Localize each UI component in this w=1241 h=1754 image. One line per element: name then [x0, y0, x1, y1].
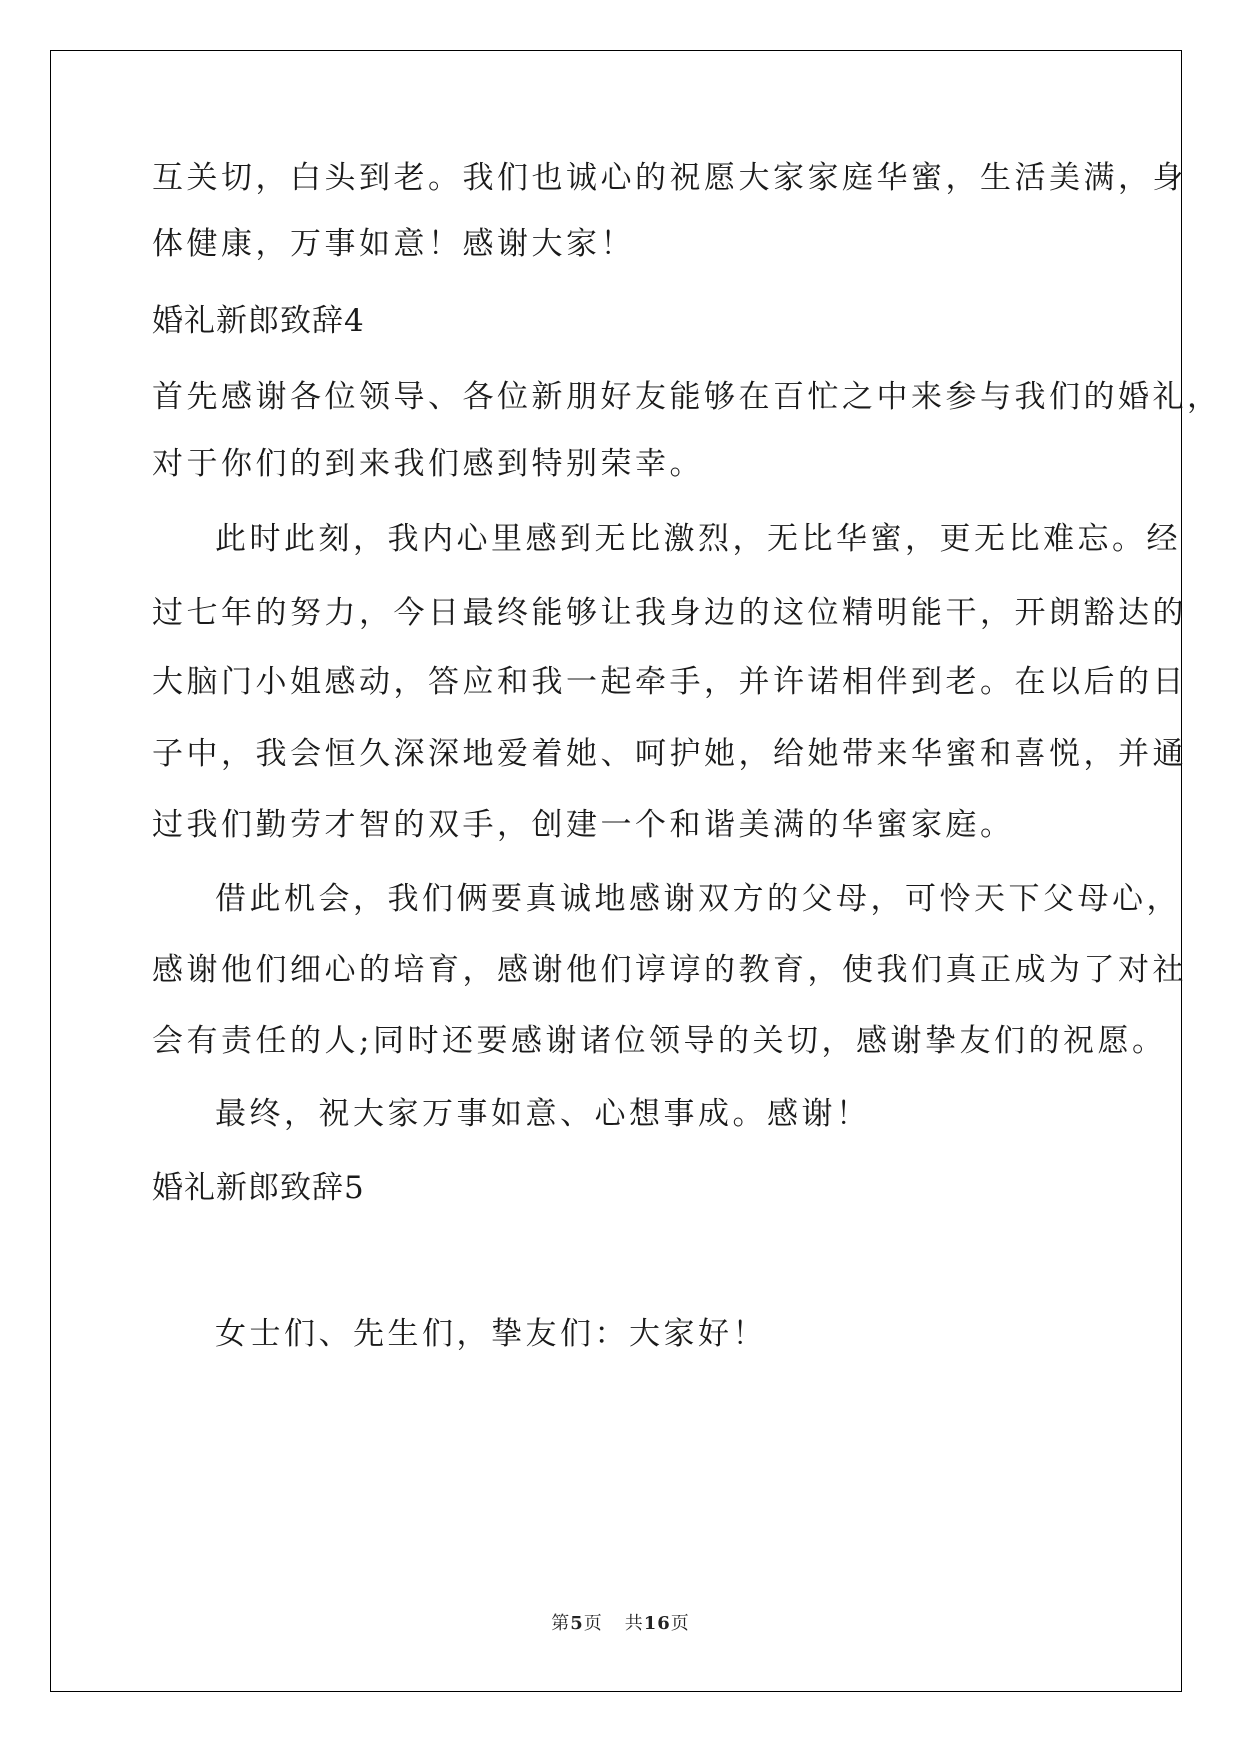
footer-total-suffix: 页: [670, 1613, 690, 1634]
body-line: 大脑门小姐感动，答应和我一起牵手，并许诺相伴到老。在以后的日: [152, 664, 1187, 700]
body-line: 此时此刻，我内心里感到无比激烈，无比华蜜，更无比难忘。经: [215, 521, 1181, 557]
body-line: 感谢他们细心的培育，感谢他们谆谆的教育，使我们真正成为了对社: [152, 952, 1187, 988]
footer-page-suffix: 页: [583, 1613, 603, 1634]
body-line: 首先感谢各位领导、各位新朋好友能够在百忙之中来参与我们的婚礼，: [152, 379, 1222, 415]
section-heading: 婚礼新郎致辞4: [152, 303, 365, 339]
body-line: 最终，祝大家万事如意、心想事成。感谢！: [215, 1096, 871, 1132]
body-line: 女士们、先生们，挚友们：大家好！: [215, 1316, 767, 1352]
body-line: 对于你们的到来我们感到特别荣幸。: [152, 446, 704, 482]
body-line: 体健康，万事如意！感谢大家！: [152, 226, 635, 262]
body-line: 借此机会，我们俩要真诚地感谢双方的父母，可怜天下父母心，: [215, 881, 1181, 917]
body-line: 子中，我会恒久深深地爱着她、呵护她，给她带来华蜜和喜悦，并通: [152, 736, 1187, 772]
body-line: 互关切，白头到老。我们也诚心的祝愿大家家庭华蜜，生活美满，身: [152, 160, 1187, 196]
page-border: [50, 50, 1182, 1692]
body-line: 过七年的努力，今日最终能够让我身边的这位精明能干，开朗豁达的: [152, 595, 1187, 631]
footer-total-pages: 16: [643, 1613, 671, 1634]
footer-page-number: 5: [570, 1613, 584, 1634]
footer-page-prefix: 第: [551, 1613, 571, 1634]
body-line: 过我们勤劳才智的双手，创建一个和谐美满的华蜜家庭。: [152, 807, 1015, 843]
footer-total-prefix: 共: [624, 1613, 644, 1634]
page-footer: [0, 1612, 1241, 1636]
section-heading: 婚礼新郎致辞5: [152, 1170, 365, 1206]
body-line: 会有责任的人;同时还要感谢诸位领导的关切，感谢挚友们的祝愿。: [152, 1023, 1167, 1059]
